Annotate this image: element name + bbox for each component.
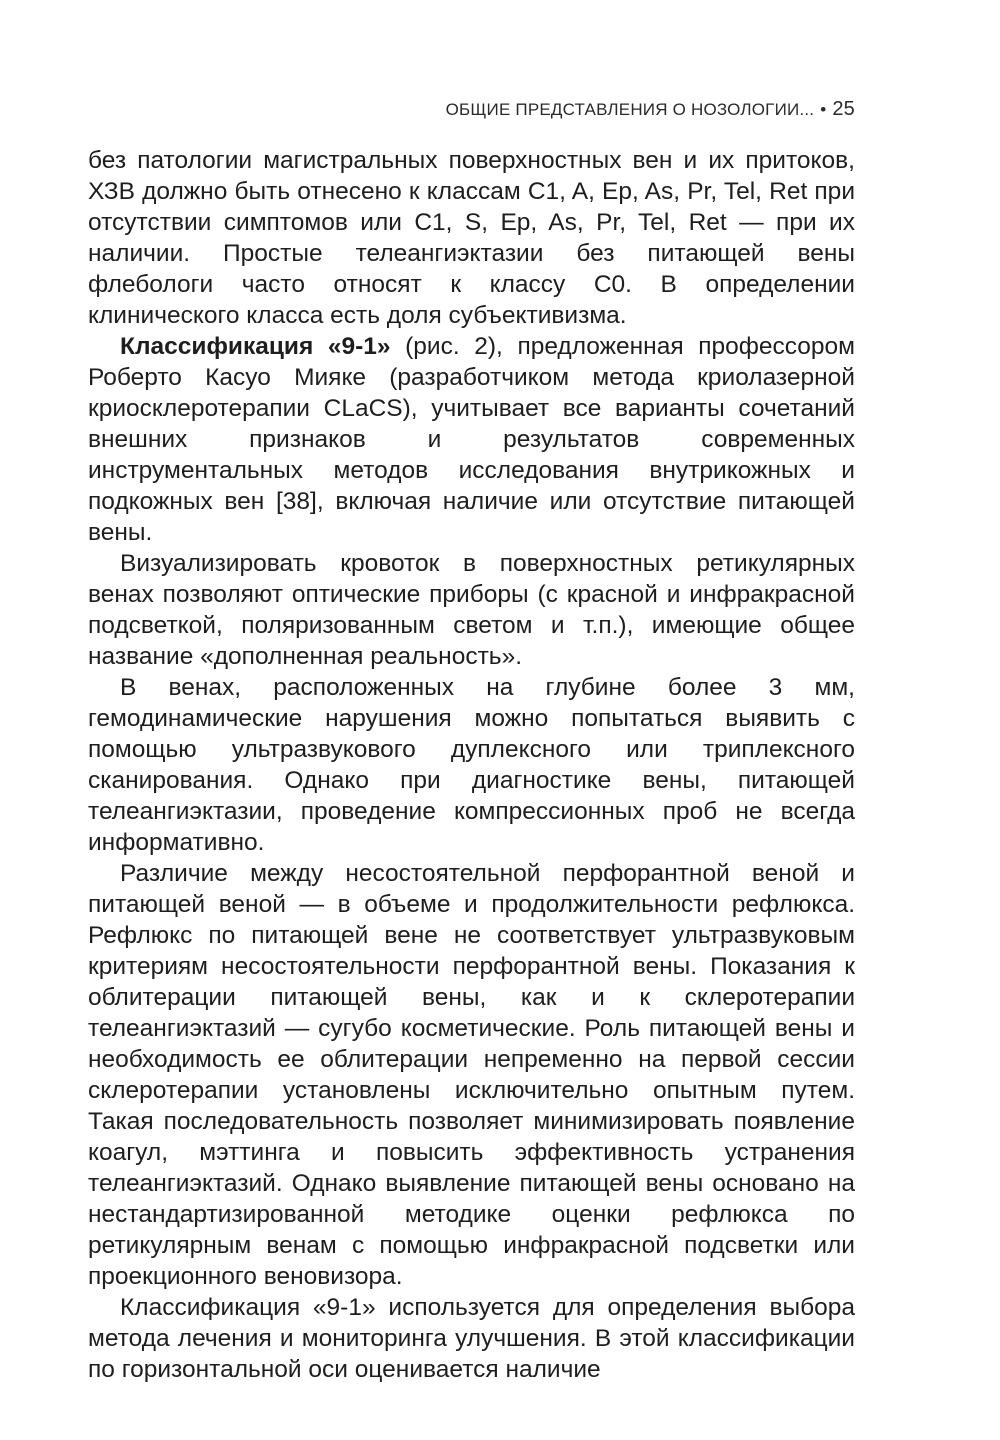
paragraph-classification-usage: Классификация «9-1» используется для определения выбора метода лечения и мониторинга улучшения. В этой классификации по горизонтальной оси оценивается наличие — [88, 1294, 855, 1383]
page-number: 25 — [832, 98, 855, 120]
header-separator: • — [820, 100, 827, 119]
paragraph-continuation: без патологии магистральных поверхностных вен и их притоков, ХЗВ должно быть отнесено к классам C1, A, Ep, As, Pr, Tel, Ret при отсутствии симптомов или C1, S, Ep, As, Pr, Tel, Ret — при их наличии. Простые телеангиэктазии без питающей вены флебологи часто относят к классу C0. В определении клинического класса есть доля субъективизма. — [88, 147, 855, 329]
body-text — [88, 145, 855, 1385]
paragraph-classification-text: (рис. 2), предложенная профессором Роберто Касуо Мияке (разработчиком метода криолазерной криосклеротерапии CLaCS), учитывает все варианты сочетаний внешних признаков и результатов современных инструментальных методов исследования внутрикожных и подкожных вен [38], включая наличие или отсутствие питающей вены. — [88, 333, 856, 546]
running-header — [88, 98, 855, 121]
paragraph-perforant-vs-feeding-vein: Различие между несостоятельной перфорантной веной и питающей веной — в объеме и продолжительности рефлюкса. Рефлюкс по питающей вене не соответствует ультразвуковым критериям несостоятельности перфорантной вены. Показания к облитерации питающей вены, как и к склеротерапии телеангиэктазий — сугубо косметические. Роль питающей вены и необходимость ее облитерации непременно на первой сессии склеротерапии установлены исключительно опытным путем. Такая последовательность позволяет минимизировать появление коагул, мэттинга и повысить эффективность устранения телеангиэктазий. Однако выявление питающей вены основано на нестандартизированной методике оценки рефлюкса по ретикулярным венам с помощью инфракрасной подсветки или проекционного веновизора. — [88, 860, 855, 1290]
running-title: ОБЩИЕ ПРЕДСТАВЛЕНИЯ О НОЗОЛОГИИ... — [445, 100, 815, 119]
paragraph-classification-9-1 — [88, 331, 855, 548]
term-classification-9-1: Классификация «9-1» — [120, 333, 391, 360]
paragraph-visualization: Визуализировать кровоток в поверхностных ретикулярных венах позволяют оптические приборы (с красной и инфракрасной подсветкой, поляризованным светом и т.п.), имеющие общее название «дополненная реальность». — [88, 550, 855, 670]
paragraph-deep-veins: В венах, расположенных на глубине более 3 мм, гемодинамические нарушения можно попытаться выявить с помощью ультразвукового дуплексного или триплексного сканирования. Однако при диагностике вены, питающей телеангиэктазии, проведение компрессионных проб не всегда информативно. — [88, 674, 855, 856]
